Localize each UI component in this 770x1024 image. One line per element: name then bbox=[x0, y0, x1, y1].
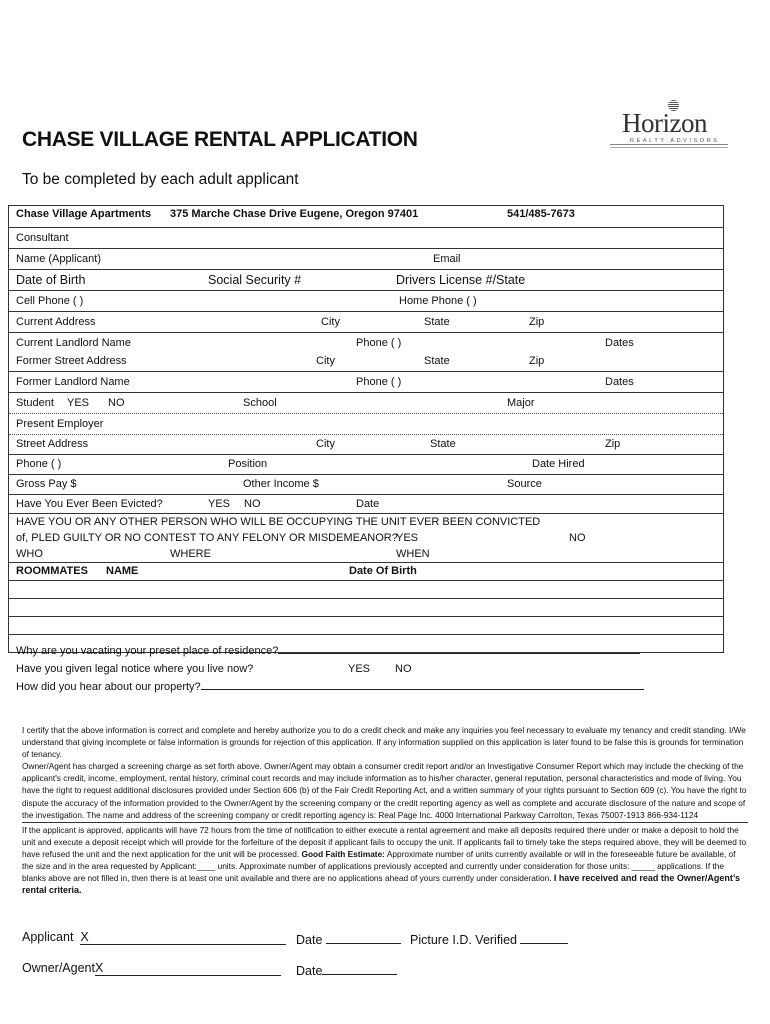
consultant-row[interactable] bbox=[9, 228, 723, 249]
license-label: Drivers License #/State bbox=[396, 273, 526, 287]
felony-question-line2: of, PLED GUILTY OR NO CONTEST TO ANY FELONY OR MISDEMEANOR? bbox=[16, 532, 398, 544]
city-label: City bbox=[316, 355, 335, 367]
state-label: State bbox=[424, 316, 450, 328]
school-label: School bbox=[243, 397, 277, 409]
employer-row[interactable] bbox=[9, 414, 723, 435]
former-landlord-row[interactable] bbox=[9, 372, 723, 393]
application-form bbox=[8, 205, 724, 653]
roommate-name-header: NAME bbox=[106, 565, 139, 577]
felony-row[interactable] bbox=[9, 514, 723, 563]
zip-label: Zip bbox=[529, 316, 545, 328]
zip-label: Zip bbox=[529, 355, 545, 367]
roommate-row[interactable] bbox=[9, 617, 723, 635]
eviction-row[interactable] bbox=[9, 495, 723, 514]
header-row bbox=[9, 206, 723, 228]
roommate-row[interactable] bbox=[9, 599, 723, 617]
student-yes-option[interactable]: YES bbox=[67, 397, 90, 409]
employer-phone-row[interactable] bbox=[9, 455, 723, 475]
approval-paragraph: If the applicant is approved, applicants will have 72 hours from the time of notification to either execute a rental agreement and make all deposits required there under or make a deposit to hold the unit and execute a deposit receipt which will provide for the forfeiture of the deposit if applicant fails to occupy the unit. If applicants fail to timely take the steps required above, they will be deemed to have refused the unit and the next application for the unit will be processed. Good Faith Estimate: Approximate number of units currently available or will in the foreseeable future be available, of the size and in the area requested by Applicant:____ units. Approximate number of applications previously accepted and currently under consideration for those units: _____ applications. If the blanks above are not filled in, then there is at least one unit available and there are no applications ahead of yours currently under consideration. I have received and read the Owner/Agent’s rental criteria. bbox=[22, 822, 748, 897]
property-name: Chase Village Apartments bbox=[16, 208, 152, 220]
city-label: City bbox=[321, 316, 340, 328]
hear-blank[interactable] bbox=[201, 679, 644, 690]
legal-text bbox=[22, 724, 748, 896]
felony-no-option[interactable]: NO bbox=[569, 532, 586, 544]
email-label: Email bbox=[433, 253, 461, 265]
roommates-label: ROOMMATES bbox=[16, 565, 88, 577]
notice-yes-option[interactable]: YES bbox=[348, 663, 371, 675]
page-subtitle: To be completed by each adult applicant bbox=[22, 171, 299, 188]
eviction-date-label: Date bbox=[356, 498, 380, 510]
who-label: WHO bbox=[16, 548, 43, 560]
where-label: WHERE bbox=[170, 548, 211, 560]
notice-question: Have you given legal notice where you live now? bbox=[16, 663, 254, 675]
evicted-yes-option[interactable]: YES bbox=[208, 498, 231, 510]
landlord-phone-label: Phone ( ) bbox=[356, 376, 402, 388]
street-address-label: Street Address bbox=[16, 438, 89, 450]
horizon-logo bbox=[610, 100, 730, 152]
current-landlord-row[interactable] bbox=[9, 333, 723, 372]
dates-label: Dates bbox=[605, 376, 634, 388]
employer-address-row[interactable] bbox=[9, 435, 723, 455]
current-landlord-label: Current Landlord Name bbox=[16, 337, 131, 349]
roommate-dob-header: Date Of Birth bbox=[349, 565, 417, 577]
dates-label: Dates bbox=[605, 337, 634, 349]
major-label: Major bbox=[507, 397, 535, 409]
date-hired-label: Date Hired bbox=[532, 458, 585, 470]
income-row[interactable] bbox=[9, 475, 723, 495]
consultant-label: Consultant bbox=[16, 232, 69, 244]
city-label: City bbox=[316, 438, 335, 450]
good-faith-label: Good Faith Estimate: bbox=[301, 848, 385, 859]
owner-signature-line[interactable]: Owner/AgentX bbox=[22, 961, 281, 976]
cell-phone-label: Cell Phone ( ) bbox=[16, 295, 84, 307]
received-criteria-text: I have received and read the Owner/Agent’s rental criteria. bbox=[22, 873, 741, 896]
phone-row[interactable] bbox=[9, 291, 723, 312]
student-row[interactable] bbox=[9, 393, 723, 414]
source-label: Source bbox=[507, 478, 542, 490]
property-phone: 541/485-7673 bbox=[507, 208, 575, 220]
logo-wordmark: Horizon bbox=[622, 108, 707, 138]
current-address-row[interactable] bbox=[9, 312, 723, 333]
property-address: 375 Marche Chase Drive Eugene, Oregon 97401 bbox=[170, 208, 419, 220]
dob-row[interactable] bbox=[9, 270, 723, 291]
notice-no-option[interactable]: NO bbox=[395, 663, 412, 675]
student-no-option[interactable]: NO bbox=[108, 397, 125, 409]
vacating-question[interactable]: Why are you vacating your preset place of residence? bbox=[16, 643, 640, 657]
name-label: Name (Applicant) bbox=[16, 253, 101, 265]
roommates-header-row bbox=[9, 563, 723, 581]
ssn-label: Social Security # bbox=[208, 273, 302, 287]
owner-date-line[interactable]: Date bbox=[296, 961, 397, 978]
name-row[interactable] bbox=[9, 249, 723, 270]
evicted-label: Have You Ever Been Evicted? bbox=[16, 498, 163, 510]
evicted-no-option[interactable]: NO bbox=[244, 498, 261, 510]
applicant-signature-line[interactable]: Applicant X bbox=[22, 930, 286, 945]
landlord-phone-label: Phone ( ) bbox=[356, 337, 402, 349]
former-street-label: Former Street Address bbox=[16, 355, 127, 367]
zip-label: Zip bbox=[605, 438, 621, 450]
former-landlord-label: Former Landlord Name bbox=[16, 376, 130, 388]
when-label: WHEN bbox=[396, 548, 430, 560]
student-label: Student bbox=[16, 397, 54, 409]
state-label: State bbox=[430, 438, 456, 450]
roommate-row[interactable] bbox=[9, 581, 723, 599]
present-employer-label: Present Employer bbox=[16, 418, 104, 430]
logo-tagline: REALTY ADVISORS bbox=[630, 138, 720, 144]
vacating-blank[interactable] bbox=[278, 643, 640, 654]
picture-id-verified-line[interactable]: Picture I.D. Verified bbox=[410, 930, 568, 947]
hear-question[interactable]: How did you hear about our property? bbox=[16, 679, 644, 693]
current-address-label: Current Address bbox=[16, 316, 96, 328]
page-title: CHASE VILLAGE RENTAL APPLICATION bbox=[22, 128, 418, 151]
felony-yes-option[interactable]: YES bbox=[396, 532, 419, 544]
dob-label: Date of Birth bbox=[16, 273, 86, 287]
employer-phone-label: Phone ( ) bbox=[16, 458, 62, 470]
other-income-label: Other Income $ bbox=[243, 478, 319, 490]
applicant-date-line[interactable]: Date bbox=[296, 930, 401, 947]
state-label: State bbox=[424, 355, 450, 367]
felony-question-line1: HAVE YOU OR ANY OTHER PERSON WHO WILL BE OCCUPYING THE UNIT EVER BEEN CONVICTED bbox=[16, 516, 541, 528]
gross-pay-label: Gross Pay $ bbox=[16, 478, 77, 490]
screening-paragraph: Owner/Agent has charged a screening charge as set forth above. Owner/Agent may obtain a consumer credit report and/or an Investigative Consumer Report which may include the checking of the applicant's credit, income, employment, rental history, criminal court records and may include information as to his/her character, general reputation, personal characteristics and mode of living. You have the right to request additional disclosures provided under Section 606 (b) of the Fair Credit Reporting Act, and a written summary of your rights pursuant to Section 609 (c). You have the right to dispute the accuracy of the information provided to the Owner/Agent by the screening company or the credit reporting agency as well as complete and accurate disclosure of the nature and scope of the investigation. The name and address of the screening company or credit reporting agency is: Real Page Inc. 4000 International Parkway Carrolton, Texas 75007-1913 866-934-1124 bbox=[22, 761, 747, 820]
certification-paragraph: I certify that the above information is correct and complete and hereby authorize you to do a credit check and make any inquiries you feel necessary to evaluate my tenancy and credit standing. I/We understand that giving incomplete or false information is grounds for rejection of this application. If any information supplied on this application is later found to be false this is grounds for termination of tenancy. bbox=[22, 725, 746, 760]
position-label: Position bbox=[228, 458, 268, 470]
home-phone-label: Home Phone ( ) bbox=[399, 295, 477, 307]
